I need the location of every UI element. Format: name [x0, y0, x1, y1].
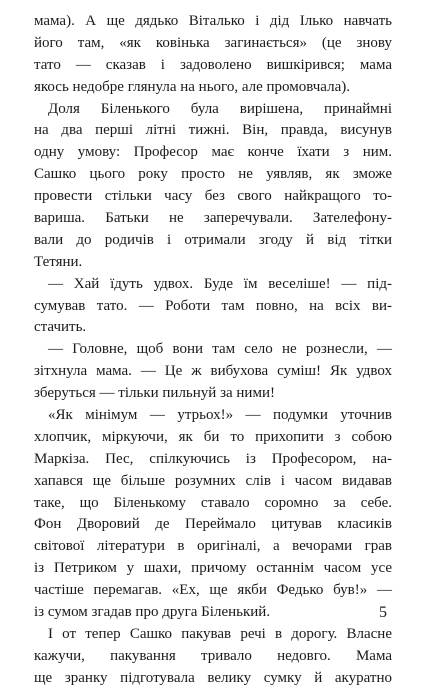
text-line: одну умову: Професор має конче їхати з ним. [34, 144, 392, 161]
text-line: таке, що Біленькому ставало соромно за себе. [34, 494, 392, 511]
text-line: вариша. Батьки не заперечували. Зателефону- [34, 210, 392, 227]
text-line: І от тепер Сашко пакував речі в дорогу. Власне [48, 625, 392, 642]
text-line: на два перші літні тижні. Він, правда, висунув [34, 122, 392, 139]
text-line: Доля Біленького була вирішена, принаймні [48, 100, 392, 117]
text-line: із сумом згадав про друга Біленький. [34, 604, 271, 621]
text-line: сумував тато. — Роботи там повно, на всіх ви- [34, 297, 392, 314]
text-line: його там, «як ковінька загинається» (це знову [34, 34, 392, 51]
text-line: хлопчик, міркуючи, як би то прихопити з собою [34, 428, 392, 445]
text-line: кажучи, пакування тривало недовго. Мама [34, 647, 392, 664]
text-line: Тетяни. [34, 253, 83, 270]
text-line: ще зранку підготувала велику сумку й акуратно [34, 669, 392, 686]
text-line: Фон Дворовий де Переймало цитував класиків [34, 516, 392, 533]
text-line: провести стільки часу без свого найкращого то- [34, 188, 392, 205]
text-line: Сашко цього року просто не уявляв, як зможе [34, 166, 392, 183]
text-line: хапався ще більше розумних слів і часом видавав [34, 472, 392, 489]
text-line: — Головне, щоб вони там село не рознесли, — [48, 341, 392, 358]
text-line: зберуться — тільки пильнуй за ними! [34, 385, 275, 402]
text-line: світової літератури в оригіналі, а вечорами грав [34, 538, 392, 555]
text-line: — Хай їдуть удвох. Буде їм веселіше! — під- [48, 275, 392, 292]
page-body [34, 11, 392, 690]
text-line: частіше перемагав. «Ех, ще якби Федько був!» — [34, 582, 392, 599]
text-line: вали до родичів і отримали згоду й від тітки [34, 231, 392, 248]
text-line: Маркіза. Пес, спілкуючись із Професором, на- [34, 450, 392, 467]
text-line: стачить. [34, 319, 87, 336]
text-line: тато — сказав і задоволено вишкірився; мама [34, 56, 392, 73]
text-line: зітхнула мама. — Це ж вибухова суміш! Як удвох [34, 363, 392, 380]
text-line: мама). А ще дядько Віталько і дід Ілько навчать [34, 13, 392, 29]
text-line: із Петриком у шахи, причому останнім часом усе [34, 560, 392, 577]
page-number: 5 [379, 604, 387, 621]
text-line: якось недобре глянула на нього, але промовчала). [34, 78, 350, 95]
text-line: «Як мінімум — утрьох!» — подумки уточнив [48, 407, 392, 424]
